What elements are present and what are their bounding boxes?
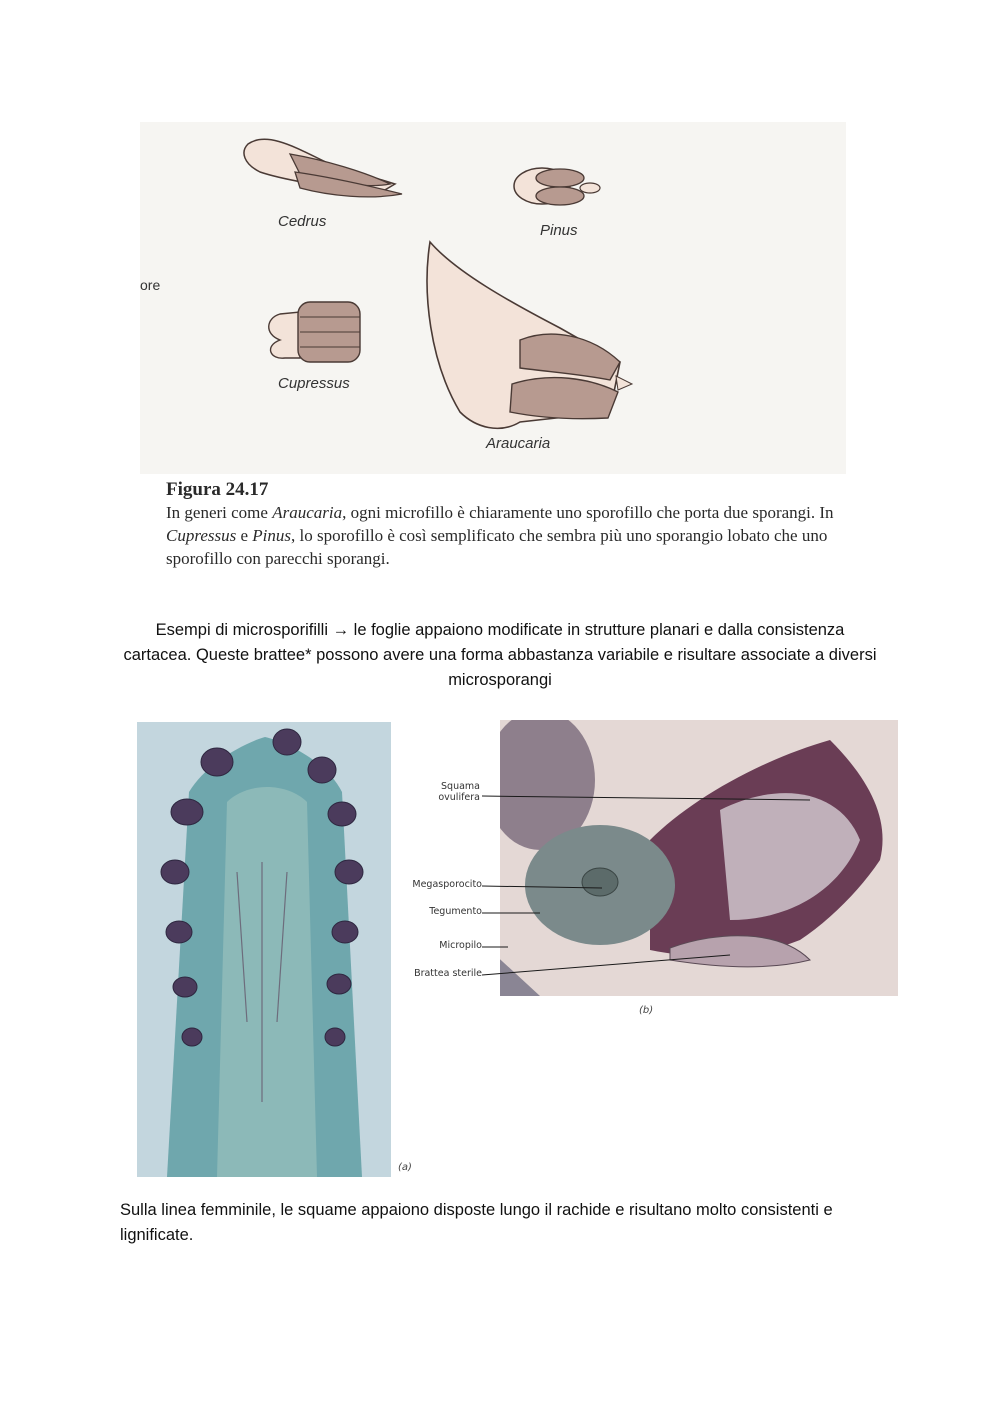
cupressus-drawing: [269, 302, 360, 362]
label-squama-line2: ovulifera: [438, 792, 480, 803]
figure-caption-body: [166, 501, 846, 570]
label-tegumento: Tegumento: [429, 906, 482, 917]
micrograph-a: [137, 722, 391, 1177]
araucaria-drawing: [427, 242, 632, 428]
cedrus-label: Cedrus: [278, 213, 327, 230]
label-squama-line1: Squama: [441, 781, 480, 792]
panel-label-b: (b): [639, 1005, 654, 1016]
microsporophyll-description: Esempi di microsporifilli → le foglie appaiono modificate in strutture planari e dalla consistenza cartacea. Queste brattee* possono avere una forma abbastanza variabile e risultare associate a diversi microsporangi: [123, 621, 877, 689]
caption-text: , ogni microfillo è chiaramente uno sporofillo che porta due sporangi. In: [342, 503, 834, 522]
panel-label-a: (a): [398, 1162, 412, 1173]
caption-genus-pinus: Pinus: [252, 526, 291, 545]
caption-genus-araucaria: Araucaria: [272, 503, 343, 522]
figure-caption-title: Figura 24.17: [166, 479, 269, 500]
microsporophyll-illustration: [140, 122, 846, 474]
caption-text: In generi come: [166, 503, 273, 522]
araucaria-label: Araucaria: [486, 435, 551, 452]
caption-genus-cupressus: Cupressus: [166, 526, 237, 545]
female-line-description: Sulla linea femminile, le squame appaiono disposte lungo il rachide e risultano molto consistenti e lignificate.: [120, 1201, 833, 1244]
label-megasporocito: Megasporocito: [412, 879, 482, 890]
leader-squama: [482, 796, 810, 800]
label-micropilo: Micropilo: [439, 940, 482, 951]
cupressus-label: Cupressus: [278, 375, 350, 392]
pinus-label: Pinus: [540, 222, 578, 239]
leader-brattea: [482, 955, 730, 975]
leader-megasporocito: [482, 886, 602, 888]
label-squama-ovulifera: [414, 781, 480, 803]
cropped-text-fragment: ore: [140, 277, 161, 293]
label-brattea-sterile: Brattea sterile: [414, 968, 482, 979]
pinus-drawing: [514, 168, 600, 205]
caption-text: , lo sporofillo è così semplificato che sembra più uno sporangio lobato che uno sporofillo con parecchi sporangi.: [166, 526, 828, 568]
microsporophyll-drawing: [140, 122, 846, 474]
caption-text: e: [236, 526, 253, 545]
label-leader-lines: [480, 780, 820, 980]
female-cone-section-image: [137, 722, 391, 1177]
cedrus-drawing: [244, 139, 402, 197]
